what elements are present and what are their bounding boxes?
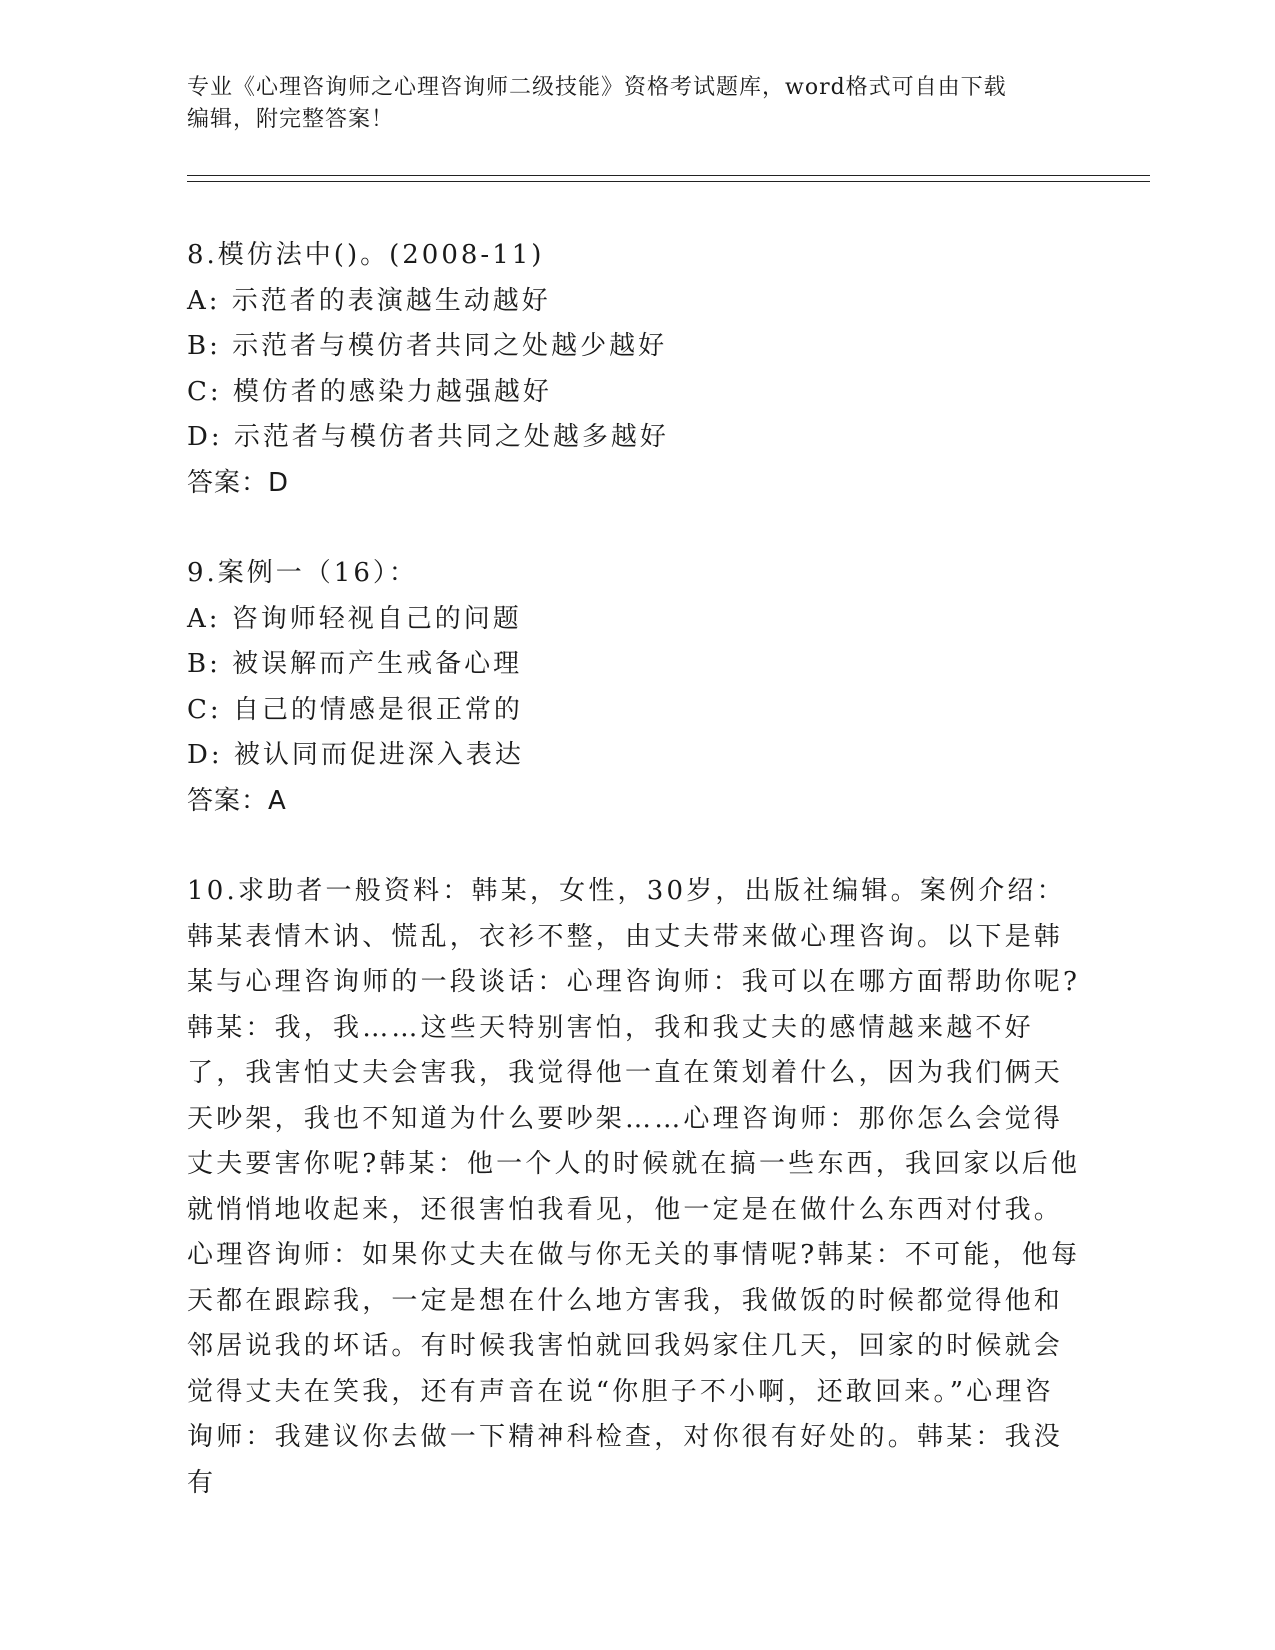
question-9	[187, 551, 1087, 824]
answer: 答案：A	[187, 785, 287, 816]
option-c: C: 自己的情感是很正常的	[187, 694, 523, 725]
option-a: A: 示范者的表演越生动越好	[187, 285, 551, 316]
option-b: B: 被误解而产生戒备心理	[187, 649, 523, 679]
header-divider-top	[187, 175, 1150, 176]
answer: 答案：D	[187, 467, 290, 498]
document-header	[187, 72, 1087, 136]
question-stem: 8.模仿法中()。(2008-11)	[187, 240, 545, 270]
option-a: A: 咨询师轻视自己的问题	[187, 603, 522, 634]
question-stem: 10.求助者一般资料：韩某，女性，30岁，出版社编辑。案例介绍：韩某表情木讷、慌乱，衣衫不整，由丈夫带来做心理咨询。以下是韩某与心理咨询师的一段谈话：心理咨询师：我可以在哪方面帮助你呢?韩某：我，我……这些天特别害怕，我和我丈夫的感情越来越不好了，我害怕丈夫会害我，我觉得他一直在策划着什么，因为我们俩天天吵架，我也不知道为什么要吵架……心理咨询师：那你怎么会觉得丈夫要害你呢?韩某：他一个人的时候就在搞一些东西，我回家以后他就悄悄地收起来，还很害怕我看见，他一定是在做什么东西对付我。心理咨询师：如果你丈夫在做与你无关的事情呢?韩某：不可能，他每天都在跟踪我，一定是想在什么地方害我，我做饭的时候都觉得他和邻居说我的坏话。有时候我害怕就回我妈家住几天，回家的时候就会觉得丈夫在笑我，还有声音在说“你胆子不小啊，还敢回来。”心理咨询师：我建议你去做一下精神科检查，对你很有好处的。韩某：我没有	[187, 876, 1081, 1498]
option-d: D: 被认同而促进深入表达	[187, 740, 524, 770]
header-divider-bottom	[187, 181, 1150, 182]
option-b: B: 示范者与模仿者共同之处越少越好	[187, 331, 668, 361]
question-8	[187, 233, 1087, 506]
option-d: D: 示范者与模仿者共同之处越多越好	[187, 422, 669, 452]
header-line-1: 专业《心理咨询师之心理咨询师二级技能》资格考试题库，word格式可自由下载	[187, 75, 1007, 100]
option-c: C: 模仿者的感染力越强越好	[187, 376, 552, 407]
question-stem: 9.案例一（16）：	[187, 558, 418, 588]
header-line-2: 编辑，附完整答案！	[187, 107, 395, 132]
question-10	[187, 869, 1082, 1506]
